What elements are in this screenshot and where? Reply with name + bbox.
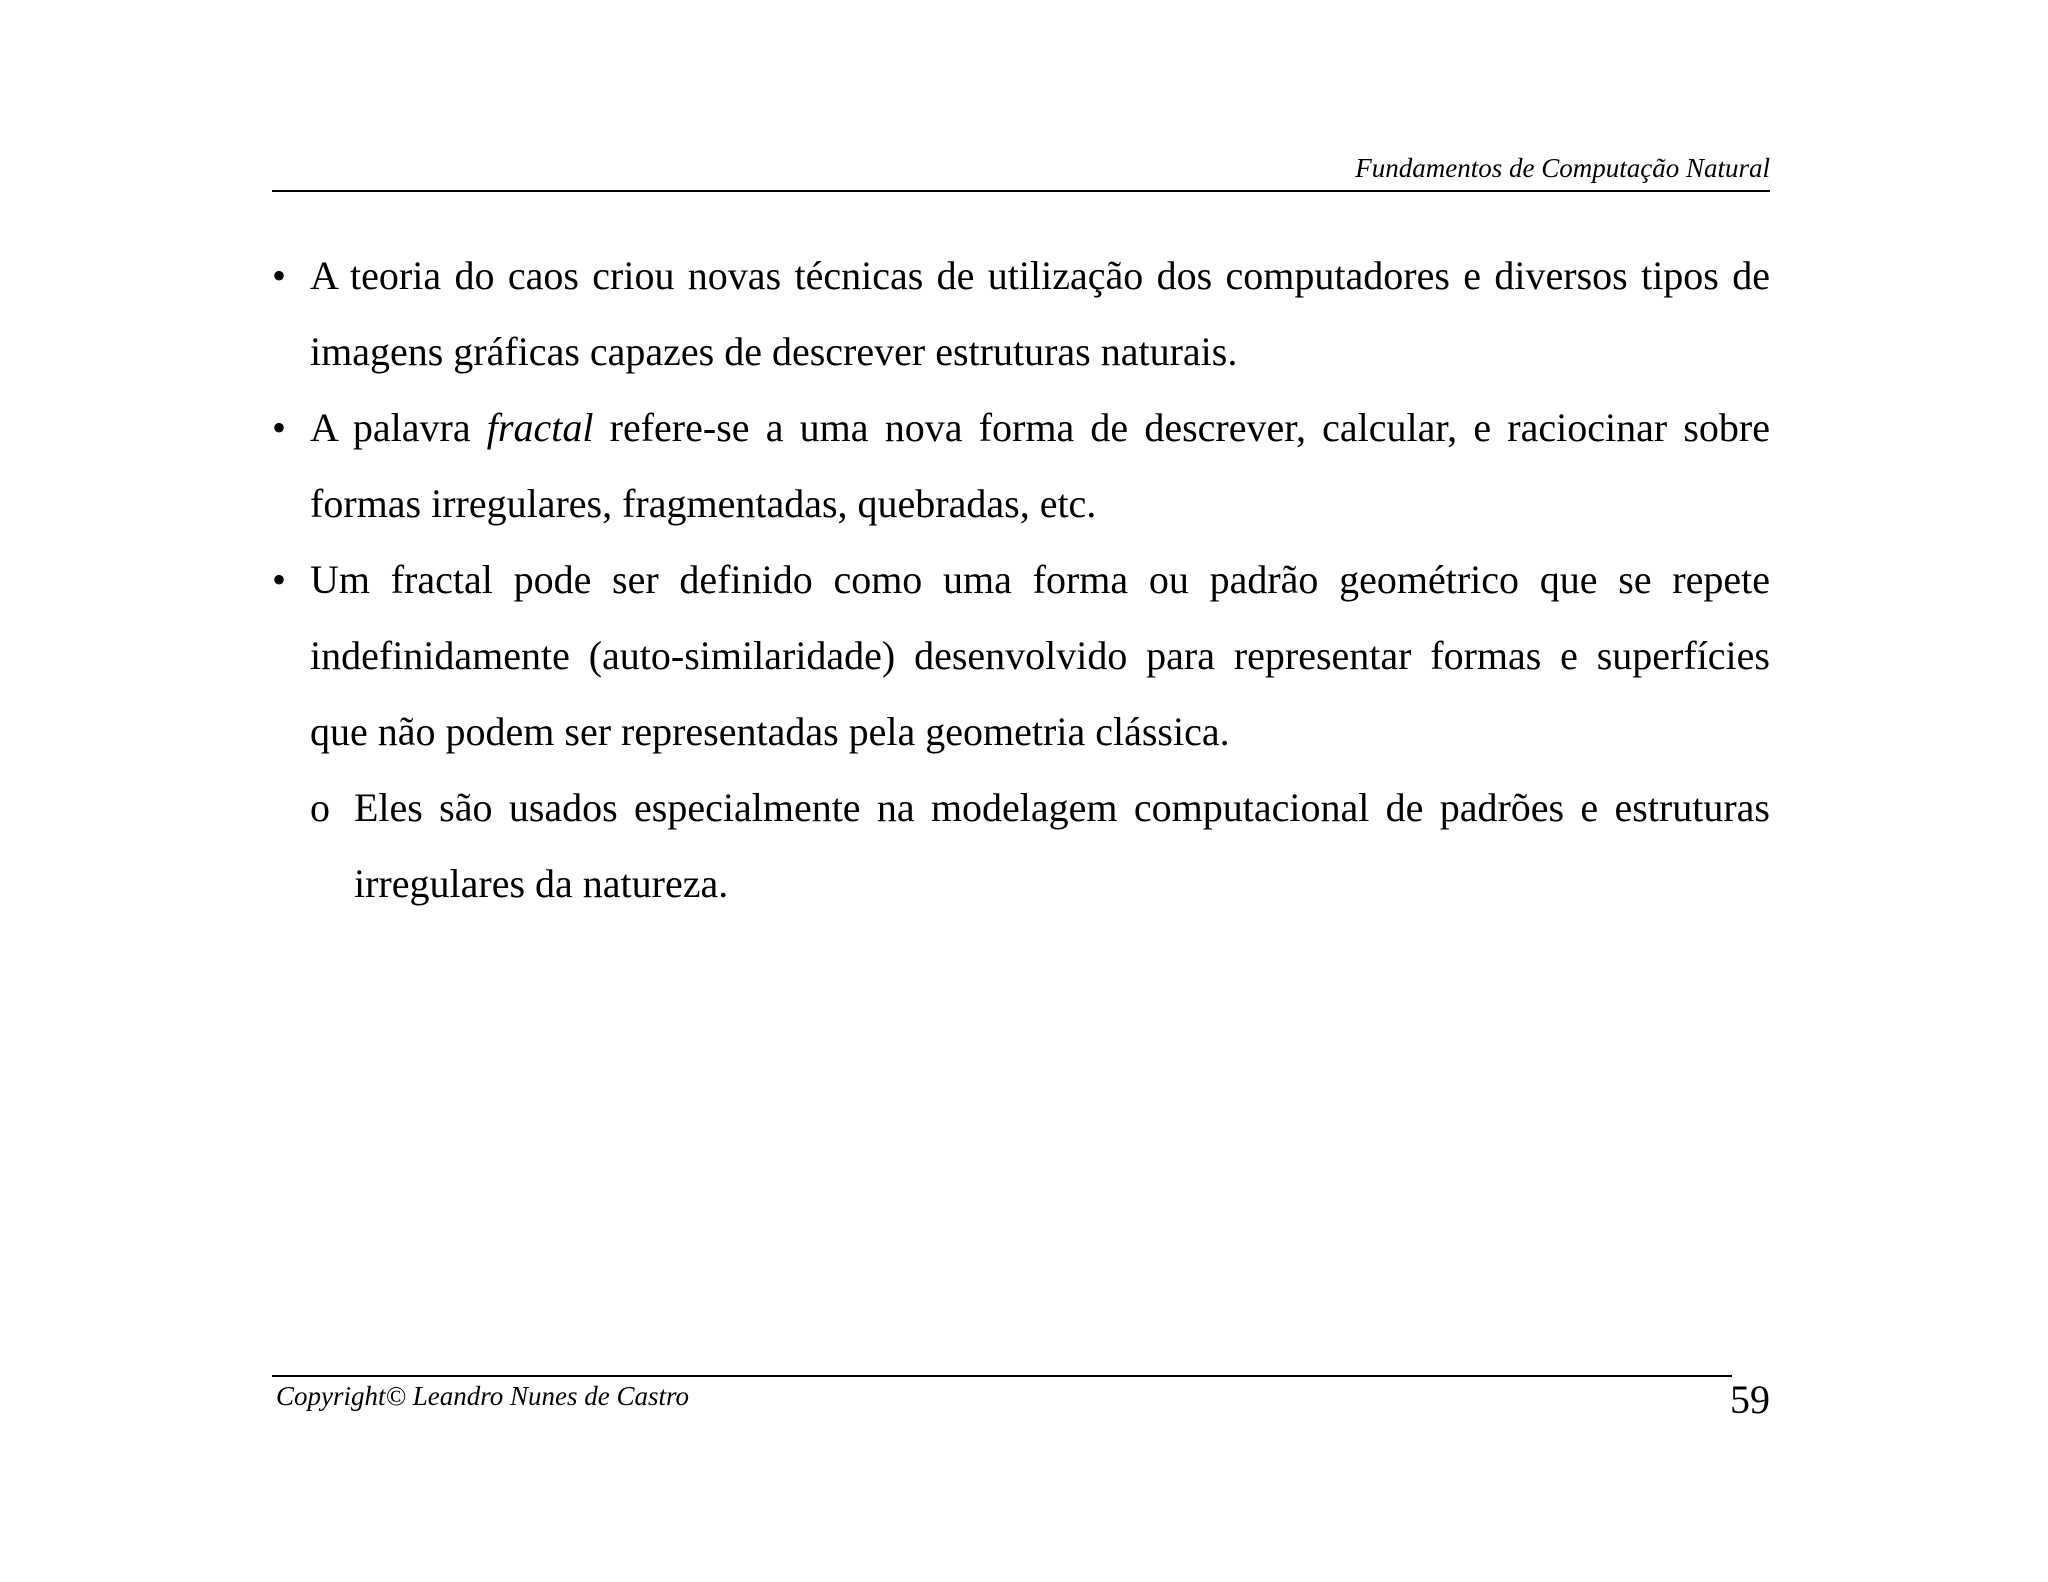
bullet-emphasis: fractal [486, 405, 594, 450]
bullet-text-after: refere-se a uma nova forma de descrever, calcular, e raciocinar sobre formas irregulares, fragmentadas, quebradas, etc. [310, 405, 1771, 526]
header-rule [272, 190, 1770, 192]
running-head: Fundamentos de Computação Natural [1355, 153, 1770, 183]
bullet-text: Um fractal pode ser definido como uma forma ou padrão geométrico que se repete indefinidamente (auto-similaridade) desenvolvido para representar formas e superfícies que não podem ser representadas pela geometria clássica. [310, 557, 1770, 754]
bullet-marker: • [272, 557, 287, 602]
bullet-item [272, 238, 1770, 390]
page-number: 59 [1730, 1377, 1770, 1422]
bullet-marker: • [272, 405, 287, 450]
slide-content [272, 238, 1770, 922]
footer-copyright: Copyright© Leandro Nunes de Castro [276, 1381, 690, 1411]
bullet-text-before: A palavra [310, 405, 487, 450]
footer-rule [272, 1375, 1732, 1377]
bullet-item [272, 542, 1770, 770]
bullet-marker: • [272, 253, 287, 298]
bullet-item [272, 390, 1770, 542]
bullet-text: A teoria do caos criou novas técnicas de utilização dos computadores e diversos tipos de imagens gráficas capazes de descrever estruturas naturais. [310, 253, 1770, 374]
sub-bullet-item [272, 770, 1770, 922]
sub-bullet-text: Eles são usados especialmente na modelagem computacional de padrões e estruturas irregulares da natureza. [354, 785, 1770, 906]
sub-bullet-marker: o [310, 785, 330, 830]
